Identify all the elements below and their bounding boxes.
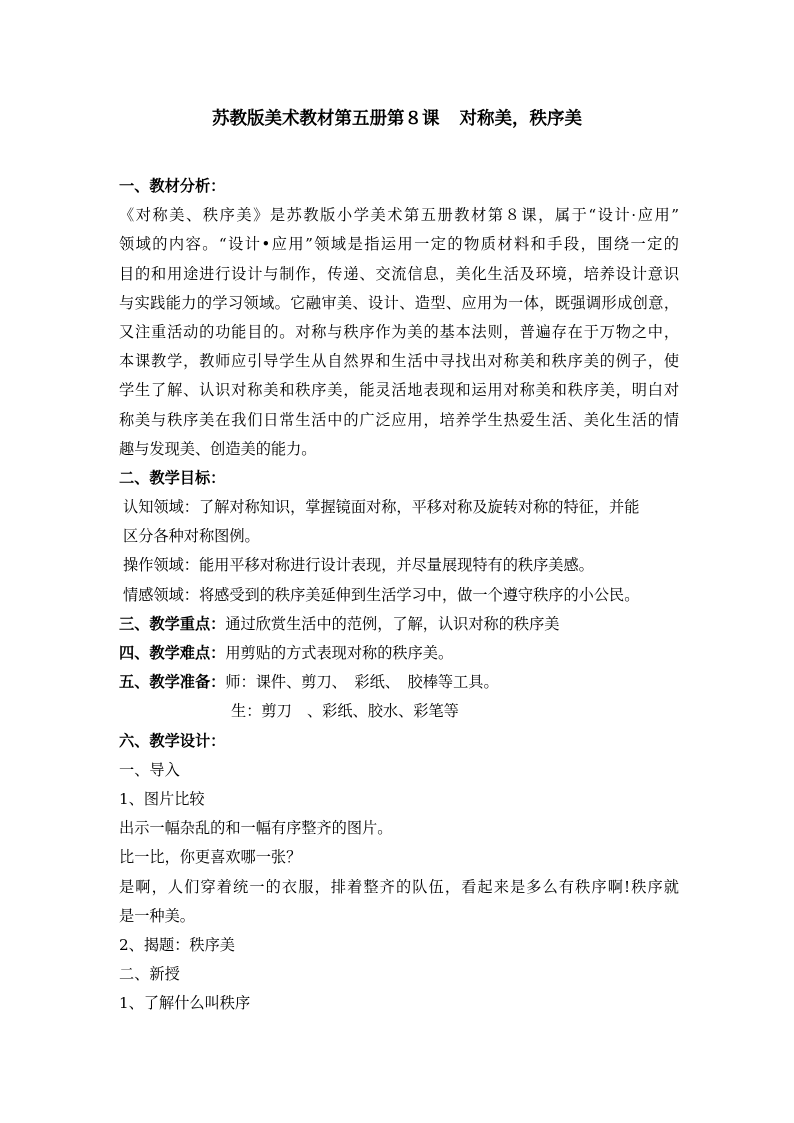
paragraph-line: 目的和用途进行设计与制作，传递、交流信息，美化生活及环境，培养设计意识 <box>119 264 679 283</box>
objective-operation: 操作领域：能用平移对称进行设计表现，并尽量展现特有的秩序美感。 <box>123 556 594 575</box>
paragraph-line: 与实践能力的学习领域。它融审美、设计、造型、应用为一体，既强调形成创意， <box>119 293 679 312</box>
section3-text: 通过欣赏生活中的范例，了解，认识对称的秩序美 <box>225 614 560 633</box>
paragraph-line: 称美与秩序美在我们日常生活中的广泛应用，培养学生热爱生活、美化生活的情 <box>119 410 679 429</box>
paragraph-line: 《对称美、秩序美》是苏教版小学美术第五册教材第８课，属于“设计·应用” <box>119 206 679 225</box>
objective-emotion: 情感领域：将感受到的秩序美延伸到生活学习中，做一个遵守秩序的小公民。 <box>123 585 640 604</box>
section5-row <box>119 668 679 697</box>
paragraph-line: 本课教学，教师应引导学生从自然界和生活中寻找出对称美和秩序美的例子，使 <box>119 352 679 371</box>
section3-row <box>119 610 679 639</box>
document-body <box>119 172 679 1018</box>
section4-heading: 四、教学难点： <box>119 644 226 662</box>
section6-heading: 六、教学设计： <box>119 731 226 750</box>
section3-heading: 三、教学重点： <box>119 614 226 633</box>
paragraph-line: 学生了解、认识对称美和秩序美，能灵活地表现和运用对称美和秩序美，明白对 <box>119 381 679 400</box>
design-line: 二、新授 <box>119 965 180 984</box>
section2-heading: 二、教学目标： <box>119 468 226 487</box>
design-line: 是一种美。 <box>119 906 195 925</box>
section4-text: 用剪贴的方式表现对称的秩序美。 <box>225 644 454 662</box>
section5-teacher: 师：课件、剪刀、 彩纸、 胶棒等工具。 <box>225 673 499 692</box>
design-line: 出示一幅杂乱的和一幅有序整齐的图片。 <box>119 819 393 838</box>
paragraph-line: 领域的内容。“设计•应用”领域是指运用一定的物质材料和手段，围绕一定的 <box>119 235 679 254</box>
section4-row <box>119 639 679 668</box>
section5-student: 生：剪刀 、彩纸、胶水、彩笔等 <box>231 702 459 721</box>
design-line: 比一比，你更喜欢哪一张？ <box>119 848 302 867</box>
title-topic: 对称美，秩序美 <box>459 109 582 129</box>
design-line: 1、图片比较 <box>119 789 205 808</box>
document-title <box>0 105 794 130</box>
objective-cognitive-cont: 区分各种对称图例。 <box>123 527 260 546</box>
paragraph-line: 又注重活动的功能目的。对称与秩序作为美的基本法则，普遍存在于万物之中， <box>119 322 679 341</box>
design-line: 1、了解什么叫秩序 <box>119 994 251 1013</box>
design-line: 2、揭题：秩序美 <box>119 935 235 954</box>
section5-heading: 五、教学准备： <box>119 673 226 692</box>
objective-cognitive: 认知领域：了解对称知识，掌握镜面对称，平移对称及旋转对称的特征，并能 <box>123 498 640 517</box>
section1-heading: 一、教材分析： <box>119 177 226 195</box>
design-line: 是啊，人们穿着统一的衣服，排着整齐的队伍，看起来是多么有秩序啊!秩序就 <box>119 877 679 896</box>
paragraph-line: 趣与发现美、创造美的能力。 <box>119 439 317 458</box>
title-lesson: 苏教版美术教材第五册第８课 <box>212 109 440 129</box>
design-line: 一、导入 <box>119 760 180 779</box>
